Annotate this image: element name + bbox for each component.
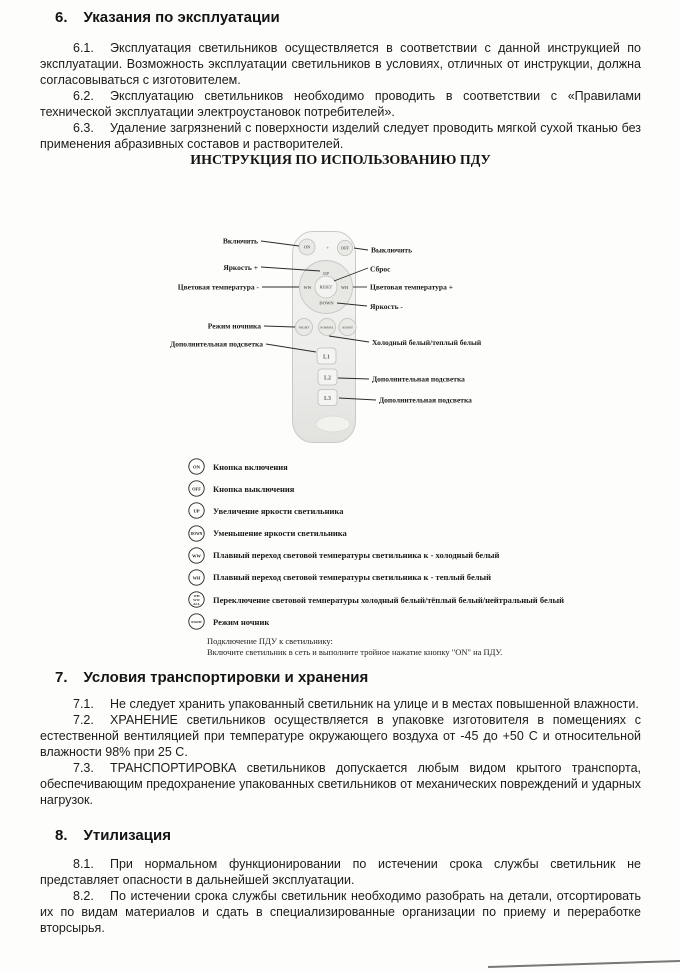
paragraph-text: ТРАНСПОРТИРОВКА светильников допускается любым видом крытого транспорта, обеспечивающим предохранение упакованных светильников от механических повреждений и ударных нагрузок. xyxy=(40,760,641,807)
label-night-mode: Режим ночника xyxy=(207,321,261,331)
l2-button-label: L2 xyxy=(323,375,332,382)
legend-icon-label: UP xyxy=(193,508,200,514)
normal-button-label: NORMAL xyxy=(320,325,334,330)
paragraph-7-1 xyxy=(40,696,641,712)
section-6-heading xyxy=(40,8,641,28)
reset-button-label: RESET xyxy=(319,285,333,290)
wh-button-icon xyxy=(188,569,205,586)
legend-item xyxy=(188,502,641,519)
l1-button-label: L1 xyxy=(322,354,331,361)
label-brightness-down: Яркость - xyxy=(370,302,403,311)
paragraph-text: При нормальном функционировании по истечении срока службы светильник не представляет опасности в дальнейшей эксплуатации. xyxy=(40,856,641,887)
paragraph-text: Не следует хранить упакованный светильник на улице и в местах повышенной влажности. xyxy=(110,696,639,711)
legend-description: Плавный переход световой температуры светильника к - теплый белый xyxy=(213,572,492,583)
paragraph-7-3 xyxy=(40,760,641,808)
legend-icon-label: DOWN xyxy=(190,531,203,536)
legend-icon-label: NIGHT xyxy=(191,620,202,625)
legend-item xyxy=(188,613,641,630)
night-button-label: NIGHT xyxy=(298,325,310,330)
up-button: UP xyxy=(323,271,329,276)
note-line-1: Подключение ПДУ к светильнику: xyxy=(207,635,333,646)
paragraph-number: 7.1. xyxy=(73,696,94,711)
section-number: 7. xyxy=(55,668,68,686)
legend-icon-label: WH xyxy=(193,594,200,599)
legend-icon-label: OFF xyxy=(192,486,201,492)
legend-description: Увеличение яркости светильника xyxy=(213,505,344,516)
label-aux-light-3: Дополнительная подсветка xyxy=(379,395,472,405)
on-button-icon xyxy=(188,458,205,475)
section-number: 6. xyxy=(55,9,68,26)
pdu-connection-note xyxy=(207,636,641,658)
paragraph-6-3 xyxy=(40,120,641,152)
paragraph-number: 7.3. xyxy=(73,760,94,775)
section-title: Условия транспортировки и хранения xyxy=(83,668,369,686)
off-button-label: OFF xyxy=(341,245,349,251)
label-aux-light-2: Дополнительная подсветка xyxy=(372,374,465,384)
label-brightness-up: Яркость + xyxy=(223,263,258,272)
up-button-icon xyxy=(188,502,205,519)
label-cold-warm-white: Холодный белый/теплый белый xyxy=(372,338,482,347)
legend-icon-label: ALL xyxy=(193,601,200,606)
legend-icon-label: WW xyxy=(192,553,201,559)
on-button-label: ON xyxy=(303,244,311,250)
legend-icon-label: WW xyxy=(193,598,200,603)
paragraph-6-1 xyxy=(40,40,641,88)
legend-description: Режим ночник xyxy=(213,616,270,627)
paragraph-text: ХРАНЕНИЕ светильников осуществляется в упаковке изготовителя в помещениях с естественной вентиляцией при температуре окружающего воздуха от -45 до +50 С и относительной влажности 98% при 25 С. xyxy=(40,712,641,759)
paragraph-6-2 xyxy=(40,88,641,120)
legend-item xyxy=(188,458,641,475)
paragraph-number: 8.2. xyxy=(73,888,94,903)
off-button-icon xyxy=(188,480,205,497)
section-7-heading xyxy=(40,668,641,688)
callout-line xyxy=(264,326,295,327)
assist-button-label: ASSIST xyxy=(342,325,353,330)
label-color-temp-plus: Цветовая температура + xyxy=(370,282,453,292)
section-number: 8. xyxy=(55,826,68,844)
legend-item xyxy=(188,591,641,608)
ww-button: WW xyxy=(303,285,312,290)
legend-icon-label: WH xyxy=(192,575,201,581)
paragraph-number: 6.2. xyxy=(73,89,94,103)
button-legend xyxy=(188,458,641,630)
section-8-heading xyxy=(40,826,641,846)
note-line-2: Включите светильник в сеть и выполните тройное нажатие кнопку "ON" на ПДУ. xyxy=(207,646,503,657)
label-power-off: Выключить xyxy=(371,245,413,255)
paragraph-number: 8.1. xyxy=(73,856,94,871)
paragraph-8-1 xyxy=(40,856,641,888)
remote-diagram xyxy=(0,225,680,460)
pdu-instruction-title: ИНСТРУКЦИЯ ПО ИСПОЛЬЗОВАНИЮ ПДУ xyxy=(190,153,491,168)
legend-item xyxy=(188,547,641,564)
label-reset: Сброс xyxy=(370,264,391,274)
l3-button-label: L3 xyxy=(323,395,332,402)
paragraph-number: 7.2. xyxy=(73,712,94,727)
callout-line xyxy=(354,248,368,250)
legend-item xyxy=(188,569,641,586)
legend-description: Уменьшение яркости светильника xyxy=(213,528,347,539)
legend-item xyxy=(188,480,641,497)
wh-ww-all-button-icon xyxy=(188,591,205,608)
down-button-icon xyxy=(188,525,205,542)
legend-description: Переключение световой температуры холодный белый/тёплый белый/нейтральный белый xyxy=(213,594,565,605)
remote-speaker-oval xyxy=(316,416,350,432)
down-button: DOWN xyxy=(319,300,334,306)
ww-button-icon xyxy=(188,547,205,564)
label-color-temp-minus: Цветовая температура - xyxy=(177,282,259,292)
legend-item xyxy=(188,525,641,542)
legend-description: Кнопка выключения xyxy=(213,483,295,494)
wh-button: WH xyxy=(340,285,349,290)
paragraph-8-2 xyxy=(40,888,641,936)
led-indicator: + xyxy=(326,246,329,252)
section-title: Утилизация xyxy=(83,826,171,844)
night-button-icon xyxy=(188,613,205,630)
legend-icon-label: ON xyxy=(193,464,200,470)
paragraph-text: Удаление загрязнений с поверхности изделий следует проводить мягкой сухой тканью без применения абразивных составов и растворителей. xyxy=(40,121,641,151)
legend-description: Плавный переход световой температуры светильника к - холодный белый xyxy=(213,550,500,561)
paragraph-7-2 xyxy=(40,712,641,760)
label-power-on: Включить xyxy=(222,236,258,246)
label-aux-light-1: Дополнительная подсветка xyxy=(170,339,263,349)
legend-description: Кнопка включения xyxy=(213,461,288,472)
section-title: Указания по эксплуатации xyxy=(83,9,280,26)
paragraph-number: 6.1. xyxy=(73,41,94,55)
paragraph-text: Эксплуатацию светильников необходимо проводить в соответствии с «Правилами технической эксплуатации электроустановок потребителей». xyxy=(40,89,641,119)
scan-artifact-line xyxy=(488,960,680,968)
paragraph-text: Эксплуатация светильников осуществляется в соответствии с данной инструкцией по эксплуатации. Возможность эксплуатации светильников в условиях, отличных от инструкции, должна согласовываться с изготовителем. xyxy=(40,41,641,87)
callout-line xyxy=(261,241,299,246)
paragraph-number: 6.3. xyxy=(73,121,94,135)
paragraph-text: По истечении срока службы светильник необходимо разобрать на детали, отсортировать их по видам материалов и сдать в специализированные организации по приему и переработке вторсырья. xyxy=(40,888,641,935)
